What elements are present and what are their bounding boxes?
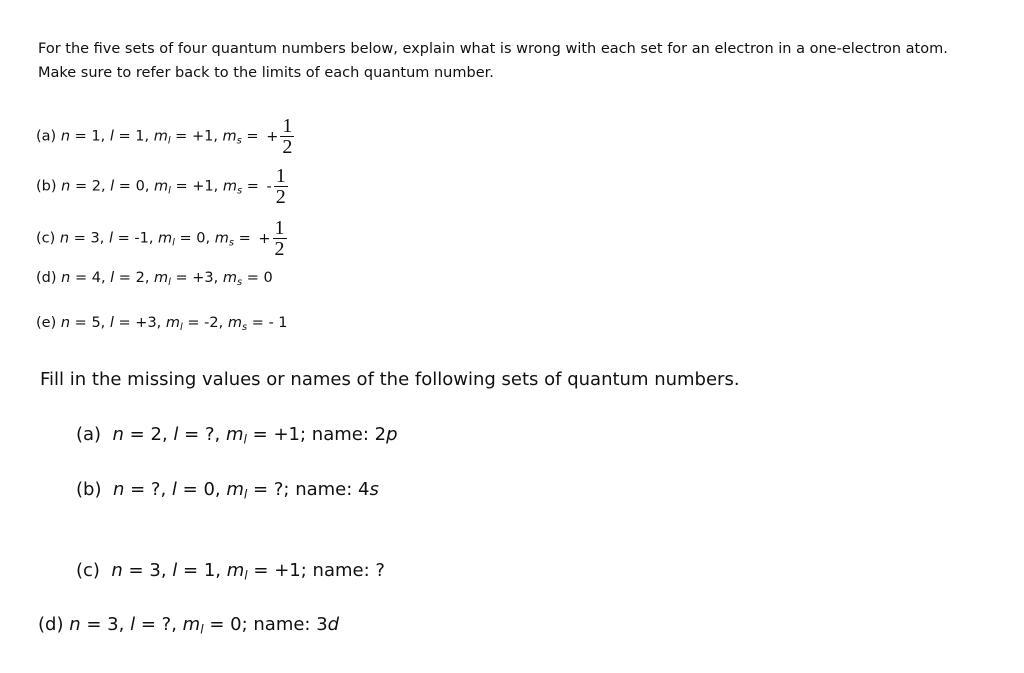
- name-subshell: d: [327, 614, 340, 635]
- l-value: +3: [135, 315, 157, 331]
- item-label: (c): [36, 230, 56, 247]
- l-value: 0: [203, 479, 215, 500]
- ms-fraction: $\frac{1}{2}$: [275, 165, 286, 208]
- part1-item-e: (e) n = 5, l = +3, $m_l = -2$, $m_s$ = - 1: [36, 315, 288, 333]
- ml-value: 0: [196, 230, 206, 247]
- ms-fraction: $\frac{1}{2}$: [274, 217, 285, 260]
- ml-value: +1: [274, 560, 301, 581]
- l-value: 0: [135, 178, 145, 195]
- part2-item-b: (b) n = ?, l = 0, $m_l$ = ?; name: 4s: [76, 479, 379, 502]
- part2-item-d: (d) n = 3, l = ?, $m_l = 0$; name: 3d: [38, 614, 340, 637]
- part1-item-c: (c) n = 3, l = -1, $m_l = 0$, $m_s$ = + $\frac{1}{2}$: [36, 217, 285, 260]
- n-value: 1: [91, 128, 101, 145]
- item-label: (b): [76, 479, 102, 500]
- n-value: 2: [150, 424, 162, 445]
- name-subshell: p: [386, 424, 398, 445]
- ms-value: - 1: [268, 315, 288, 331]
- name-prefix: name:: [312, 560, 376, 581]
- ms-sign: +: [266, 128, 279, 145]
- name-number: 3: [316, 614, 328, 635]
- n-value: 3: [149, 560, 161, 581]
- item-label: (d): [38, 614, 64, 635]
- item-label: (e): [36, 315, 57, 331]
- l-value: -1: [134, 230, 149, 247]
- l-value: ?: [204, 424, 215, 445]
- ml-value: +1: [192, 178, 214, 195]
- name-prefix: name:: [311, 424, 375, 445]
- instructions-line-1: For the five sets of four quantum numbers below, explain what is wrong with each set for an electron in a one-electron atom.: [38, 41, 948, 57]
- ml-value: +1: [191, 128, 214, 145]
- name-subshell: s: [369, 479, 379, 500]
- l-value: 1: [203, 560, 216, 581]
- ml-value: +1: [273, 424, 300, 445]
- ml-value: 0: [230, 614, 242, 635]
- item-label: (c): [76, 560, 100, 581]
- l-value: 2: [135, 270, 145, 286]
- name-number: 2: [374, 424, 387, 445]
- part2-item-c: (c) n = 3, l = 1, $m_l = +1$; name: ?: [76, 560, 385, 583]
- n-value: 2: [91, 178, 101, 195]
- part1-item-b: (b) n = 2, l = 0, $m_l = +1$, $m_s$ = - $\frac{1}{2}$: [36, 165, 286, 208]
- n-value: 5: [91, 315, 101, 331]
- n-value: ?: [150, 479, 161, 500]
- l-value: ?: [161, 614, 172, 635]
- part1-item-a: (a) n = 1, l = 1, $m_l = +1$, $m_s$ = + $\frac{1}{2}$: [36, 115, 293, 158]
- part2-item-a: (a) n = 2, l = ?, $m_l = +1$; name: 2p: [76, 424, 398, 447]
- part2-heading: Fill in the missing values or names of the following sets of quantum numbers.: [40, 369, 740, 390]
- ms-fraction: $\frac{1}{2}$: [282, 115, 293, 158]
- ml-value: -2: [204, 315, 219, 331]
- n-value: 4: [91, 270, 101, 286]
- name-number: 4: [358, 479, 370, 500]
- name-prefix: name:: [295, 479, 359, 500]
- name-value: ?: [375, 560, 385, 581]
- instructions-line-2: Make sure to refer back to the limits of each quantum number.: [38, 65, 494, 81]
- l-value: 1: [135, 128, 145, 145]
- ms-sign: -: [266, 178, 272, 195]
- ms-value: 0: [263, 270, 273, 286]
- item-label: (a): [36, 128, 57, 145]
- n-value: 3: [90, 230, 100, 247]
- item-label: (b): [36, 178, 57, 195]
- item-label: (a): [76, 424, 102, 445]
- n-value: 3: [107, 614, 119, 635]
- name-prefix: name:: [253, 614, 317, 635]
- ml-value: +3: [192, 270, 214, 286]
- part1-item-d: (d) n = 4, l = 2, $m_l = +3$, $m_s = 0$: [36, 270, 273, 288]
- item-label: (d): [36, 270, 57, 286]
- ms-sign: +: [258, 230, 271, 247]
- ml-value: ?: [273, 479, 284, 500]
